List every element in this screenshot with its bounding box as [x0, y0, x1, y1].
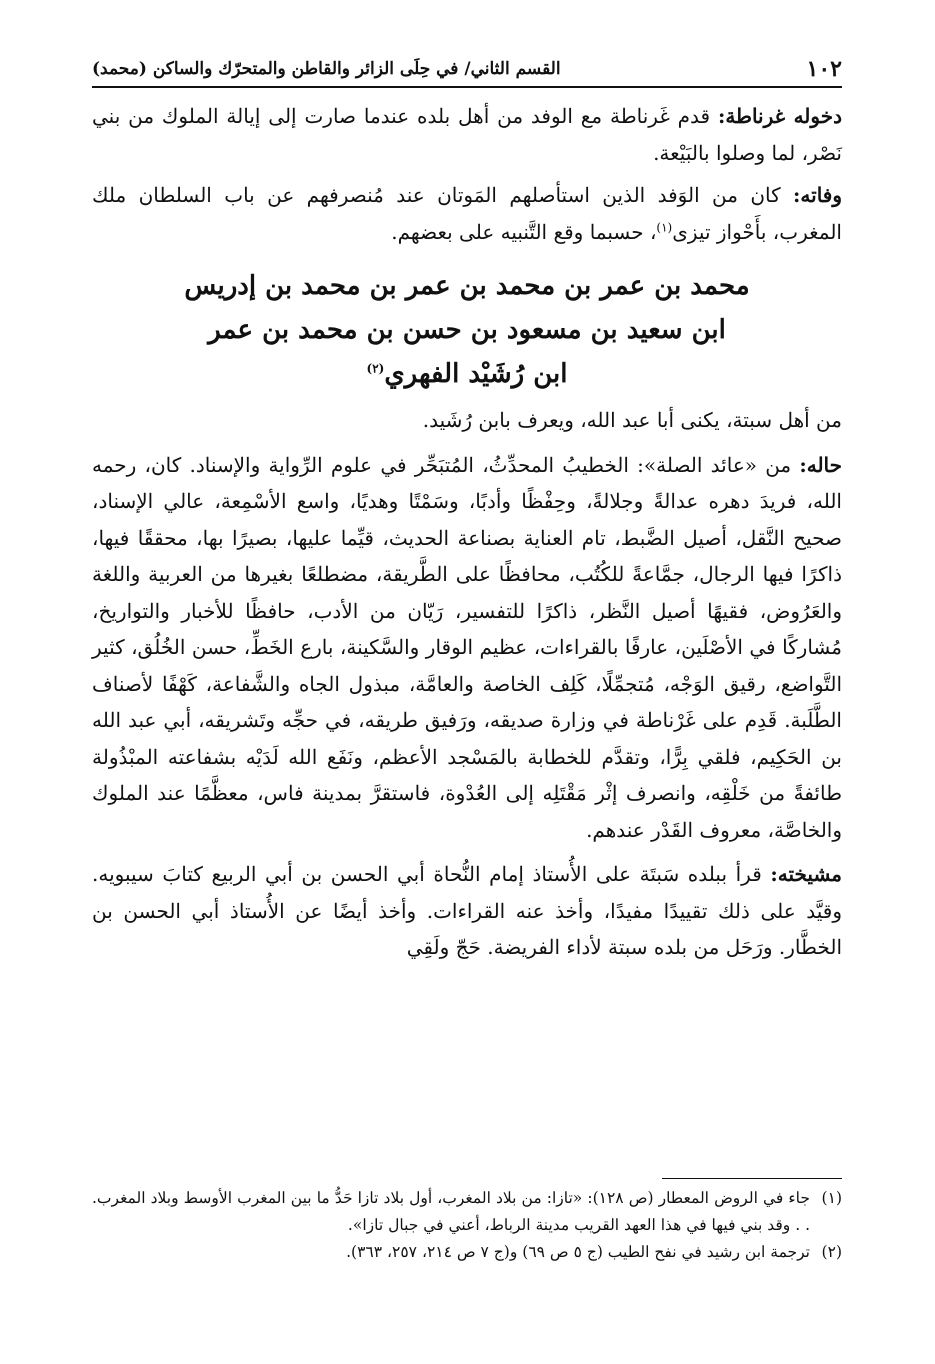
paragraph-intro: من أهل سبتة، يكنى أبا عبد الله، ويعرف بابن رُشَيد.	[422, 408, 842, 432]
section-text: كان من الوَفد الذين استأصلهم المَوتان عند مُنصرفهم عن باب السلطان ملك المغرب، بأَحْواز تيزى	[92, 183, 842, 244]
footnote-text: جاء في الروض المعطار (ص ١٢٨): «تازا: من بلاد المغرب، أول بلاد تازا حَدُّ ما بين المغرب الأوسط وبلاد المغرب. . . وقد بني فيها في هذا العهد القريب مدينة الرباط، أعني في جبال تازا».	[92, 1189, 810, 1234]
footnote-item	[92, 1239, 842, 1266]
page-number: ١٠٢	[806, 56, 842, 82]
footnote-text: ترجمة ابن رشيد في نفح الطيب (ج ٥ ص ٦٩) و(ج ٧ ص ٢١٤، ٢٥٧، ٣٦٣).	[346, 1243, 810, 1261]
section-text: قدم غَرناطة مع الوفد من أهل بلده عندما صارت إلى إيالة الملوك من بني نَصْر، لما وصلوا بالبَيْعة.	[92, 104, 842, 165]
entry-title-line: ابن سعيد بن مسعود بن حسن بن محمد بن عمر	[208, 315, 726, 345]
footnote-ref[interactable]: (٢)	[366, 361, 385, 376]
section-lead: دخوله غرناطة:	[717, 104, 842, 128]
entry-title-line: محمد بن عمر بن محمد بن عمر بن محمد بن إدريس	[184, 271, 750, 301]
footnotes	[92, 1178, 842, 1266]
section-text: قرأ ببلده سَبتَة على الأُستاذ إمام النُّحاة أبي الحسن بن أبي الربيع كتابَ سيبويه. وقيَّد على ذلك تقييدًا مفيدًا، وأخذ عنه القراءات. وأخذ أيضًا عن الأُستاذ أبي الحسن بن الخطَّار. ورَحَل من بلده سبتة لأداء الفريضة. حَجّ ولَقِي	[92, 862, 842, 959]
running-header	[92, 52, 842, 88]
section-text: من «عائد الصلة»: الخطيبُ المحدِّثُ، المُتبَحِّر في علوم الرِّواية والإسناد. كان، رحمه الله، فريدَ دهره عدالةً وجلالةً، وحِفْظًا وأدبًا، وسَمْتًا وهديًا، واسع الأسْمِعة، عالي الإسناد، صحيح النَّقل، أصيل الضَّبط، تام العناية بصناعة الحديث، قيِّما عليها، بصيرًا بها، محققًا فيها، ذاكرًا فيها الرجال، جمَّاعةً للكُتُب، محافظًا على الطَّريقة، مضطلعًا بغيرها من العربية واللغة والعَرُوض، فقيهًا أصيل النَّظر، ذاكرًا للتفسير، رَيّان من الأدب، حافظًا للأخبار والتواريخ، مُشاركًا في الأصْلَين، عارفًا بالقراءات، عظيم الوقار والسَّكينة، بارع الخَطِّ، حسن الخُلُق، كثير التَّواضع، رقيق الوَجْه، مُتجمِّلًا، كَلِف الخاصة والعامَّة، مبذول الجاه والشَّفاعة، كَهْفًا لأصناف الطَّلَبة. قَدِم على غَرْناطة في وزارة صديقه، ورَفيق طريقه، في حجِّه وتَشريقه، أبي عبد الله بن الحَكِيم، فلقي بِرًّا، وتقدَّم للخطابة بالمَسْجد الأعظم، ونَفَع الله لَدَيْه بشفاعته المبْذُولة طائفةً من خَلْقِه، وانصرف إثْر مَقْتَلِه إلى العُدْوة، فاستقرَّ بمدينة فاس، معظَّمًا عند الملوك والخاصَّة، معروف القَدْر عندهم.	[92, 452, 842, 842]
footnote-item	[92, 1185, 842, 1239]
section-lead: وفاته:	[793, 183, 842, 207]
page-body	[92, 52, 842, 966]
section-lead: مشيخته:	[770, 862, 842, 886]
entry-title	[92, 264, 842, 396]
footnote-ref[interactable]: (١)	[656, 219, 673, 234]
footnote-number: (٢)	[821, 1243, 842, 1261]
running-title: القسم الثاني/ في حِلَى الزائر والقاطن والمتحرّك والساكن (محمد)	[92, 59, 561, 79]
paragraph-mashyakha	[92, 856, 842, 966]
paragraph-dukhuluh	[92, 98, 842, 171]
footnote-number: (١)	[821, 1189, 842, 1207]
paragraph-wafatuh	[92, 177, 842, 250]
footnote-divider	[662, 1178, 842, 1179]
section-text-after: ، حسبما وقع التَّنبيه على بعضهم.	[391, 219, 657, 244]
section-lead: حاله:	[799, 452, 842, 477]
entry-title-line: ابن رُشَيْد الفهري	[384, 359, 568, 389]
paragraph-haluhu	[92, 447, 842, 849]
